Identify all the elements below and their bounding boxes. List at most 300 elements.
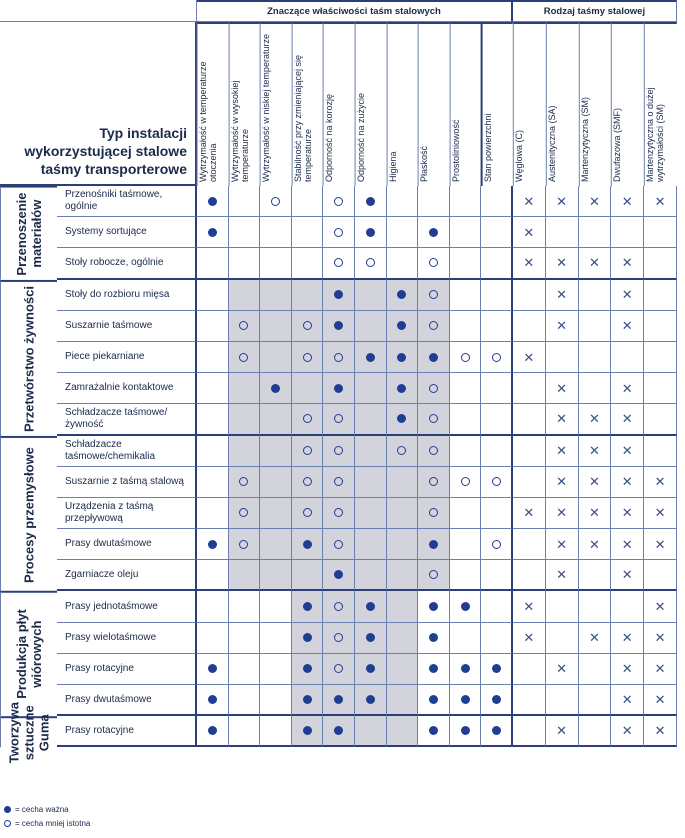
property-cell — [355, 436, 387, 467]
type-cell — [644, 591, 677, 622]
property-cell — [197, 436, 229, 467]
type-cell — [579, 591, 612, 622]
type-column-label: Martenzytyczna o dużej wytrzymałości (SM) — [645, 87, 666, 182]
type-cell — [579, 186, 612, 217]
property-cell — [229, 311, 261, 342]
property-cell — [197, 623, 229, 654]
cross-icon: ✕ — [556, 287, 568, 303]
legend-important-label: = cecha ważna — [15, 805, 69, 814]
property-column-header — [323, 22, 355, 186]
property-cell — [450, 498, 482, 529]
filled-dot-icon — [303, 540, 312, 549]
property-cell — [355, 685, 387, 716]
type-column-label: Austenityczna (SA) — [546, 105, 557, 182]
property-cell — [323, 560, 355, 591]
filled-dot-icon — [208, 540, 217, 549]
type-cell — [611, 716, 644, 747]
type-cell — [513, 436, 546, 467]
type-cell — [513, 280, 546, 311]
type-cell — [513, 591, 546, 622]
cross-icon: ✕ — [621, 318, 633, 334]
group-label: Przenoszenie materiałów — [0, 186, 57, 280]
cross-icon: ✕ — [621, 630, 633, 646]
property-cell — [355, 467, 387, 498]
type-cell — [611, 248, 644, 279]
ring-icon — [366, 258, 375, 267]
cross-icon: ✕ — [523, 255, 535, 271]
type-cell — [644, 685, 677, 716]
property-cell — [481, 436, 513, 467]
row-label: Stoły robocze, ogólnie — [57, 248, 197, 279]
type-cell — [611, 217, 644, 248]
property-cell — [481, 591, 513, 622]
property-cell — [355, 654, 387, 685]
type-cell — [546, 716, 579, 747]
type-cell — [579, 373, 612, 404]
type-cell — [644, 467, 677, 498]
ring-icon — [334, 258, 343, 267]
ring-icon — [429, 290, 438, 299]
type-column-label: Węglowa (C) — [513, 129, 524, 182]
property-cell — [292, 248, 324, 279]
property-cell — [418, 311, 450, 342]
property-cell — [418, 467, 450, 498]
filled-dot-icon — [208, 664, 217, 673]
row-label: Prasy dwutaśmowe — [57, 529, 197, 560]
type-cell — [513, 560, 546, 591]
type-column-header — [513, 22, 546, 186]
property-cell — [355, 529, 387, 560]
property-cell — [481, 716, 513, 747]
legend-less-important-label: = cecha mniej istotna — [15, 819, 91, 828]
property-cell — [450, 467, 482, 498]
filled-dot-icon — [366, 228, 375, 237]
cross-icon: ✕ — [523, 349, 535, 365]
property-cell — [481, 248, 513, 279]
legend-less-important — [4, 819, 90, 828]
type-cell — [513, 248, 546, 279]
type-cell — [513, 311, 546, 342]
ring-icon — [492, 540, 501, 549]
type-cell — [644, 529, 677, 560]
ring-icon — [429, 258, 438, 267]
cross-icon: ✕ — [523, 505, 535, 521]
property-cell — [450, 716, 482, 747]
type-cell — [579, 716, 612, 747]
property-cell — [450, 560, 482, 591]
property-cell — [229, 186, 261, 217]
property-cell — [387, 716, 419, 747]
type-column-header — [611, 22, 644, 186]
property-cell — [418, 623, 450, 654]
row-label: Suszarnie taśmowe — [57, 311, 197, 342]
property-cell — [481, 342, 513, 373]
type-cell — [546, 436, 579, 467]
type-cell — [611, 186, 644, 217]
property-cell — [481, 685, 513, 716]
type-cell — [513, 529, 546, 560]
property-cell — [418, 404, 450, 435]
property-cell — [450, 342, 482, 373]
type-cell — [579, 623, 612, 654]
property-cell — [450, 311, 482, 342]
property-column-header — [292, 22, 324, 186]
ring-icon — [492, 353, 501, 362]
type-column-header — [579, 22, 612, 186]
cross-icon: ✕ — [556, 661, 568, 677]
cross-icon: ✕ — [588, 474, 600, 490]
ring-icon — [429, 508, 438, 517]
type-cell — [644, 217, 677, 248]
type-cell — [579, 467, 612, 498]
filled-dot-icon — [334, 321, 343, 330]
property-cell — [229, 623, 261, 654]
type-cell — [546, 404, 579, 435]
filled-dot-icon — [366, 353, 375, 362]
ring-icon — [303, 477, 312, 486]
property-cell — [418, 591, 450, 622]
property-cell — [355, 280, 387, 311]
filled-dot-icon — [429, 540, 438, 549]
property-cell — [481, 311, 513, 342]
cross-icon: ✕ — [588, 443, 600, 459]
cross-icon: ✕ — [556, 255, 568, 271]
property-cell — [229, 248, 261, 279]
property-cell — [229, 716, 261, 747]
property-cell — [450, 436, 482, 467]
property-cell — [323, 311, 355, 342]
property-cell — [418, 280, 450, 311]
property-cell — [355, 498, 387, 529]
property-cell — [260, 404, 292, 435]
type-cell — [579, 654, 612, 685]
type-cell — [611, 591, 644, 622]
property-cell — [323, 404, 355, 435]
cross-icon: ✕ — [556, 723, 568, 739]
filled-dot-icon — [334, 695, 343, 704]
property-cell — [323, 623, 355, 654]
property-column-label: Wytrzymałość w temperaturze otoczenia — [198, 61, 218, 182]
filled-dot-icon — [271, 384, 280, 393]
property-cell — [387, 217, 419, 248]
cross-icon: ✕ — [621, 474, 633, 490]
property-cell — [323, 436, 355, 467]
filled-dot-icon — [492, 726, 501, 735]
property-column-label: Płaskość — [419, 145, 430, 182]
cross-icon: ✕ — [654, 193, 666, 209]
property-cell — [387, 280, 419, 311]
cross-icon: ✕ — [523, 599, 535, 615]
group-label: Produkcja płyt wiórowych — [0, 591, 57, 716]
property-cell — [387, 498, 419, 529]
property-cell — [355, 186, 387, 217]
property-cell — [355, 342, 387, 373]
type-cell — [644, 186, 677, 217]
filled-dot-icon — [397, 321, 406, 330]
type-column-header — [546, 22, 579, 186]
property-cell — [229, 467, 261, 498]
cross-icon: ✕ — [621, 411, 633, 427]
property-cell — [387, 654, 419, 685]
cross-icon: ✕ — [556, 443, 568, 459]
cross-icon: ✕ — [654, 661, 666, 677]
property-cell — [323, 186, 355, 217]
ring-icon — [239, 540, 248, 549]
cross-icon: ✕ — [654, 536, 666, 552]
property-cell — [260, 716, 292, 747]
filled-dot-icon — [334, 384, 343, 393]
property-cell — [450, 248, 482, 279]
type-cell — [579, 529, 612, 560]
filled-dot-icon — [461, 664, 470, 673]
property-cell — [418, 716, 450, 747]
property-cell — [260, 685, 292, 716]
ring-icon — [4, 820, 11, 827]
property-cell — [229, 436, 261, 467]
filled-dot-icon — [334, 290, 343, 299]
property-cell — [450, 685, 482, 716]
type-cell — [513, 685, 546, 716]
property-cell — [387, 436, 419, 467]
header-blank — [0, 0, 197, 22]
property-cell — [323, 685, 355, 716]
property-cell — [387, 623, 419, 654]
property-cell — [481, 186, 513, 217]
filled-dot-icon — [429, 664, 438, 673]
type-cell — [579, 560, 612, 591]
property-cell — [292, 560, 324, 591]
row-label: Suszarnie z taśmą stalową — [57, 467, 197, 498]
ring-icon — [461, 477, 470, 486]
property-cell — [292, 404, 324, 435]
property-cell — [418, 685, 450, 716]
property-cell — [260, 186, 292, 217]
properties-group-header: Znaczące właściwości taśm stalowych — [197, 0, 513, 22]
type-cell — [611, 311, 644, 342]
cross-icon: ✕ — [556, 411, 568, 427]
property-column-label: Wytrzymałość w wysokiej temperaturze — [229, 80, 250, 182]
cross-icon: ✕ — [588, 411, 600, 427]
property-cell — [197, 529, 229, 560]
type-cell — [644, 654, 677, 685]
filled-dot-icon — [334, 726, 343, 735]
type-cell — [611, 467, 644, 498]
ring-icon — [334, 664, 343, 673]
type-cell — [546, 591, 579, 622]
ring-icon — [303, 414, 312, 423]
property-cell — [292, 436, 324, 467]
cross-icon: ✕ — [588, 193, 600, 209]
filled-dot-icon — [208, 197, 217, 206]
ring-icon — [239, 477, 248, 486]
cross-icon: ✕ — [523, 630, 535, 646]
cross-icon: ✕ — [588, 630, 600, 646]
property-cell — [481, 498, 513, 529]
cross-icon: ✕ — [621, 255, 633, 271]
type-cell — [546, 467, 579, 498]
cross-icon: ✕ — [556, 567, 568, 583]
property-cell — [260, 280, 292, 311]
property-cell — [260, 467, 292, 498]
filled-dot-icon — [461, 602, 470, 611]
property-column-label: Stabilność przy zmieniającej się temperaturze — [292, 54, 313, 182]
type-cell — [546, 311, 579, 342]
ring-icon — [334, 197, 343, 206]
type-cell — [546, 529, 579, 560]
property-cell — [418, 342, 450, 373]
cross-icon: ✕ — [556, 474, 568, 490]
property-cell — [260, 373, 292, 404]
cross-icon: ✕ — [621, 443, 633, 459]
filled-dot-icon — [397, 290, 406, 299]
property-cell — [418, 529, 450, 560]
property-cell — [292, 685, 324, 716]
type-cell — [611, 685, 644, 716]
type-column-header — [644, 22, 677, 186]
type-cell — [546, 217, 579, 248]
type-cell — [546, 685, 579, 716]
property-cell — [292, 373, 324, 404]
ring-icon — [461, 353, 470, 362]
property-cell — [260, 217, 292, 248]
property-cell — [418, 373, 450, 404]
property-cell — [292, 654, 324, 685]
type-cell — [546, 498, 579, 529]
property-cell — [387, 560, 419, 591]
property-column-header — [260, 22, 292, 186]
type-cell — [611, 404, 644, 435]
filled-dot-icon — [366, 664, 375, 673]
ring-icon — [239, 508, 248, 517]
type-cell — [579, 248, 612, 279]
filled-dot-icon — [366, 602, 375, 611]
cross-icon: ✕ — [621, 723, 633, 739]
filled-dot-icon — [429, 353, 438, 362]
cross-icon: ✕ — [588, 505, 600, 521]
row-label: Prasy rotacyjne — [57, 654, 197, 685]
property-cell — [418, 217, 450, 248]
property-cell — [450, 280, 482, 311]
type-cell — [546, 248, 579, 279]
row-label: Zamrażalnie kontaktowe — [57, 373, 197, 404]
type-cell — [644, 311, 677, 342]
row-label: Schładzacze taśmowe/chemikalia — [57, 436, 197, 467]
type-cell — [546, 373, 579, 404]
type-cell — [513, 654, 546, 685]
filled-dot-icon — [208, 228, 217, 237]
types-group-header: Rodzaj taśmy stalowej — [513, 0, 677, 22]
property-cell — [481, 280, 513, 311]
property-column-label: Stan powierzchni — [483, 113, 494, 182]
property-cell — [197, 685, 229, 716]
type-cell — [644, 716, 677, 747]
type-cell — [513, 716, 546, 747]
filled-dot-icon — [208, 695, 217, 704]
row-label: Stoły do rozbioru mięsa — [57, 280, 197, 311]
group-label: Procesy przemysłowe — [0, 436, 57, 592]
ring-icon — [334, 414, 343, 423]
property-cell — [323, 217, 355, 248]
property-cell — [323, 342, 355, 373]
property-column-label: Prostoliniowość — [450, 119, 461, 182]
property-column-header — [450, 22, 482, 186]
property-cell — [197, 498, 229, 529]
type-cell — [579, 685, 612, 716]
type-cell — [513, 217, 546, 248]
ring-icon — [334, 477, 343, 486]
row-label: Prasy wielotaśmowe — [57, 623, 197, 654]
type-cell — [644, 560, 677, 591]
property-cell — [450, 591, 482, 622]
property-cell — [418, 248, 450, 279]
property-cell — [260, 248, 292, 279]
type-cell — [546, 280, 579, 311]
property-cell — [292, 186, 324, 217]
property-cell — [229, 404, 261, 435]
property-cell — [197, 248, 229, 279]
type-cell — [644, 623, 677, 654]
row-label: Piece piekarniane — [57, 342, 197, 373]
cross-icon: ✕ — [654, 599, 666, 615]
property-cell — [260, 623, 292, 654]
property-cell — [197, 591, 229, 622]
property-cell — [481, 467, 513, 498]
cross-icon: ✕ — [654, 692, 666, 708]
ring-icon — [429, 321, 438, 330]
type-cell — [611, 342, 644, 373]
property-cell — [229, 654, 261, 685]
cross-icon: ✕ — [556, 193, 568, 209]
ring-icon — [397, 446, 406, 455]
cross-icon: ✕ — [621, 692, 633, 708]
property-column-header — [418, 22, 450, 186]
property-column-header — [387, 22, 419, 186]
type-cell — [546, 654, 579, 685]
type-cell — [513, 373, 546, 404]
type-cell — [513, 623, 546, 654]
ring-icon — [303, 446, 312, 455]
type-cell — [611, 436, 644, 467]
cross-icon: ✕ — [621, 661, 633, 677]
filled-dot-icon — [397, 414, 406, 423]
filled-dot-icon — [429, 228, 438, 237]
property-column-header — [481, 22, 513, 186]
ring-icon — [334, 633, 343, 642]
property-cell — [292, 311, 324, 342]
property-cell — [292, 280, 324, 311]
property-cell — [292, 529, 324, 560]
filled-dot-icon — [492, 695, 501, 704]
property-cell — [387, 467, 419, 498]
type-cell — [546, 342, 579, 373]
property-column-header — [197, 22, 229, 186]
property-cell — [387, 404, 419, 435]
property-cell — [481, 217, 513, 248]
type-cell — [611, 280, 644, 311]
property-cell — [450, 186, 482, 217]
row-label: Prasy dwutaśmowe — [57, 685, 197, 716]
type-cell — [644, 342, 677, 373]
ring-icon — [303, 508, 312, 517]
cross-icon: ✕ — [556, 505, 568, 521]
cross-icon: ✕ — [621, 505, 633, 521]
filled-dot-icon — [429, 602, 438, 611]
filled-dot-icon — [397, 353, 406, 362]
type-column-label: Martenzytyczna (SM) — [579, 96, 590, 182]
property-cell — [450, 654, 482, 685]
filled-dot-icon — [492, 664, 501, 673]
property-cell — [418, 654, 450, 685]
